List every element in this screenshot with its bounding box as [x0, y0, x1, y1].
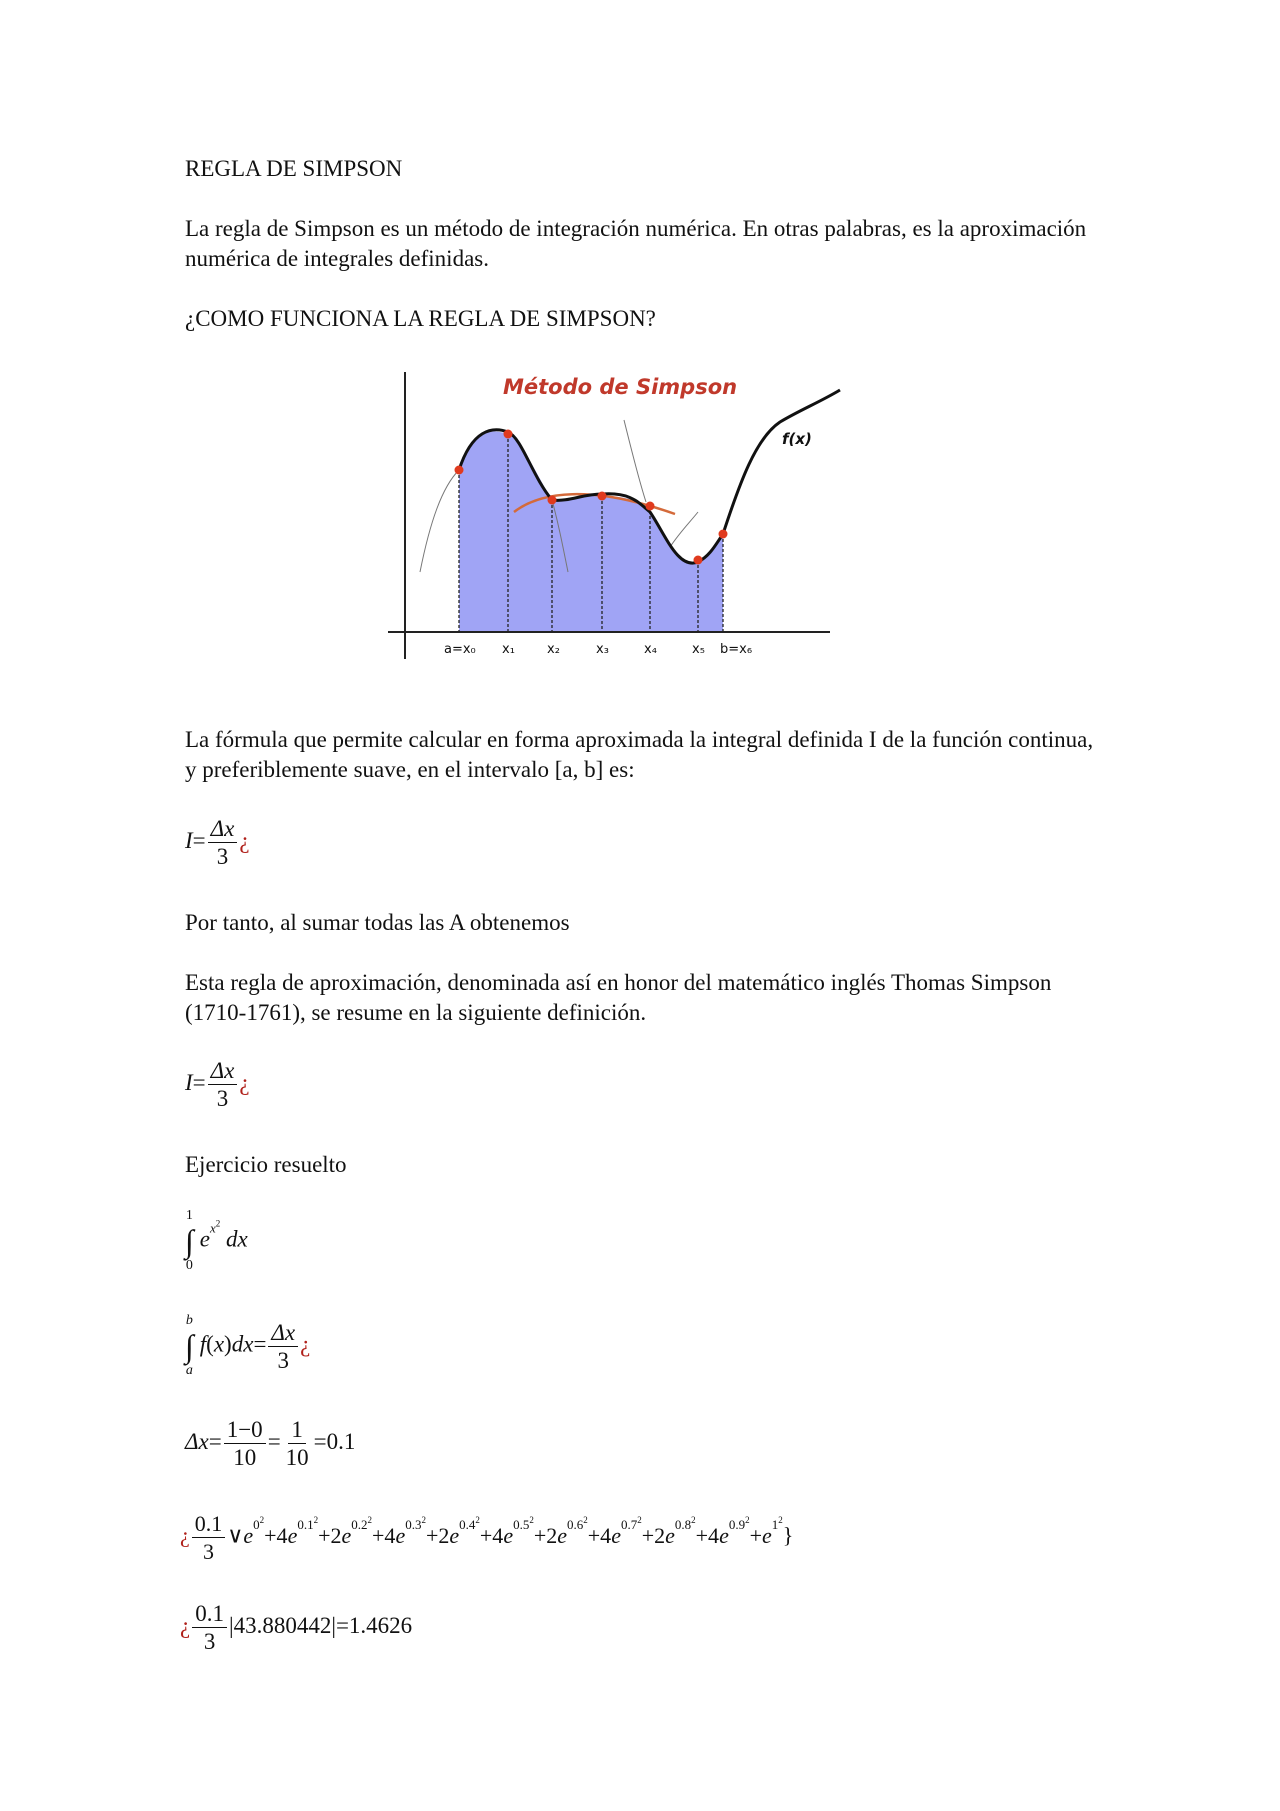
formula-2-eq: =	[192, 1069, 206, 1095]
integral-2-sign: ∫	[185, 1328, 194, 1364]
term-base: e	[557, 1522, 568, 1548]
term-coef: +4	[372, 1522, 396, 1548]
term-square: 2	[691, 1514, 696, 1525]
term-base: e	[719, 1522, 729, 1548]
formula-1	[185, 815, 250, 870]
section-heading: ¿COMO FUNCIONA LA REGLA DE SIMPSON?	[185, 306, 656, 331]
x-label-3: x₃	[596, 642, 609, 657]
delta-formula	[185, 1416, 355, 1471]
expansion-lead: ¿	[180, 1522, 190, 1548]
delta-eq1: =	[208, 1428, 222, 1454]
term-coef: +2	[318, 1522, 342, 1548]
expansion-term	[533, 1514, 588, 1548]
final-formula	[180, 1600, 412, 1655]
term-base: e	[341, 1522, 352, 1548]
delta-eq3: =	[313, 1428, 327, 1454]
area-under-curve	[459, 431, 723, 632]
expansion-term	[264, 1514, 319, 1548]
formula-paragraph: La fórmula que permite calcular en forma aproximada la integral definida I de la función continua, y preferiblemente suave, en el intervalo [a, b] es:	[185, 727, 1094, 782]
integral-1-exp: x	[209, 1220, 216, 1236]
term-base: e	[503, 1522, 514, 1548]
integral-1-lower: 0	[185, 1258, 193, 1273]
term-base: e	[762, 1522, 772, 1548]
expansion-term	[318, 1514, 373, 1548]
integral-2-lower: a	[185, 1363, 193, 1378]
expansion-term	[479, 1514, 534, 1548]
term-coef: +2	[425, 1522, 450, 1548]
term-square: 2	[583, 1514, 588, 1525]
figure-title: Método de Simpson	[503, 375, 738, 399]
term-base: e	[611, 1522, 621, 1548]
expansion-term	[372, 1514, 426, 1548]
term-square: 2	[421, 1514, 426, 1525]
final-eq: =	[335, 1612, 349, 1638]
term-exp: 0.6	[567, 1516, 584, 1532]
delta-den1: 10	[233, 1445, 257, 1470]
x-label-2: x₂	[547, 642, 560, 657]
doc-title: REGLA DE SIMPSON	[185, 156, 403, 181]
final-lead: ¿	[180, 1612, 191, 1638]
final-value: |43.880442|	[228, 1612, 336, 1638]
term-coef: +4	[479, 1522, 504, 1548]
intro-paragraph: La regla de Simpson es un método de integración numérica. En otras palabras, es la aproximación numérica de integrales definidas.	[185, 216, 1087, 271]
formula-1-eq: =	[192, 827, 206, 853]
term-square: 2	[475, 1514, 480, 1525]
integral-2-rp: )	[224, 1331, 232, 1357]
integral-2-num: Δx	[268, 1319, 298, 1347]
term-base: e	[243, 1522, 254, 1548]
term-coef: +2	[641, 1522, 666, 1548]
expansion-term	[641, 1514, 696, 1548]
term-base: e	[395, 1522, 406, 1548]
formula-2-den: 3	[216, 1086, 229, 1111]
term-square: 2	[637, 1514, 642, 1525]
expansion-den: 3	[203, 1539, 215, 1564]
term-exp: 0	[253, 1516, 260, 1532]
integral-1-sign: ∫	[185, 1223, 194, 1259]
x-label-0: a=x₀	[444, 642, 476, 657]
formula-2-num: Δx	[208, 1057, 238, 1085]
expansion-formula	[180, 1510, 793, 1565]
history-paragraph: Esta regla de aproximación, denominada así en honor del matemático inglés Thomas Simpson (1710-1761), se resume en la siguiente definición.	[185, 970, 1052, 1025]
integral-2-dx: dx	[231, 1331, 254, 1357]
term-exp: 0.3	[405, 1516, 422, 1532]
term-square: 2	[745, 1514, 750, 1525]
final-result: 1.4626	[348, 1612, 413, 1638]
x-label-6: b=x₆	[720, 642, 753, 657]
term-exp: 1	[771, 1516, 779, 1532]
expansion-term	[425, 1514, 480, 1548]
curve-label: f(x)	[782, 430, 812, 448]
term-exp: 0.1	[297, 1516, 314, 1532]
expansion-open: ∨	[227, 1522, 244, 1548]
integral-2-lp: (	[206, 1331, 214, 1357]
delta-eq2: =	[267, 1428, 281, 1454]
term-square: 2	[367, 1514, 373, 1525]
integral-2-tail: ¿	[300, 1331, 311, 1357]
term-square: 2	[778, 1514, 783, 1525]
term-coef: +4	[264, 1522, 288, 1548]
term-exp: 0.5	[513, 1516, 530, 1532]
delta-den2: 10	[285, 1445, 309, 1470]
integral-1-base: e	[199, 1226, 210, 1252]
integral-1-exp2: 2	[215, 1218, 221, 1229]
term-base: e	[287, 1522, 298, 1548]
delta-lhs: Δx	[185, 1428, 209, 1454]
term-exp: 0.4	[459, 1516, 476, 1532]
expansion-term	[243, 1514, 265, 1548]
final-den: 3	[203, 1629, 216, 1654]
formula-2-tail: ¿	[239, 1069, 250, 1095]
delta-result: 0.1	[326, 1428, 356, 1454]
term-coef: +4	[587, 1522, 612, 1548]
expansion-num: 0.1	[192, 1510, 226, 1538]
term-square: 2	[259, 1514, 265, 1525]
term-exp: 0.2	[351, 1516, 368, 1532]
formula-1-lhs: I	[185, 827, 193, 853]
x-label-5: x₅	[692, 642, 705, 657]
integral-1	[185, 1208, 248, 1274]
final-num: 0.1	[192, 1600, 227, 1628]
term-square: 2	[313, 1514, 319, 1525]
formula-1-den: 3	[216, 844, 229, 869]
formula-2-lhs: I	[185, 1069, 193, 1095]
term-coef: +4	[695, 1522, 720, 1548]
formula-1-num: Δx	[208, 815, 238, 843]
term-base: e	[665, 1522, 675, 1548]
term-coef: +2	[533, 1522, 558, 1548]
exercise-label: Ejercicio resuelto	[185, 1152, 347, 1177]
integral-1-dx: dx	[226, 1226, 248, 1252]
simpson-figure	[380, 372, 870, 662]
formula-1-tail: ¿	[239, 827, 250, 853]
expansion-term	[587, 1514, 642, 1548]
delta-num2: 1	[288, 1416, 306, 1444]
integral-2-eq: =	[253, 1331, 267, 1357]
x-label-4: x₄	[644, 642, 657, 657]
term-base: e	[449, 1522, 460, 1548]
expansion-term	[695, 1514, 750, 1548]
expansion-term	[749, 1514, 783, 1548]
term-coef: +	[749, 1522, 762, 1548]
term-exp: 0.7	[620, 1516, 638, 1532]
term-square: 2	[529, 1514, 534, 1525]
term-exp: 0.9	[728, 1516, 746, 1532]
x-label-1: x₁	[502, 642, 515, 657]
integral-1-upper: 1	[185, 1208, 193, 1223]
delta-num1: 1−0	[224, 1416, 266, 1444]
expansion-terms	[243, 1514, 783, 1548]
term-exp: 0.8	[674, 1516, 692, 1532]
expansion-close: }	[782, 1522, 794, 1548]
integral-2-x: x	[213, 1331, 225, 1357]
formula-2	[185, 1057, 250, 1112]
integral-2-den: 3	[277, 1347, 290, 1373]
integral-2	[185, 1313, 310, 1379]
sum-paragraph: Por tanto, al sumar todas las A obtenemos	[185, 910, 570, 935]
integral-2-f: f	[199, 1331, 207, 1357]
integral-2-upper: b	[185, 1313, 193, 1328]
